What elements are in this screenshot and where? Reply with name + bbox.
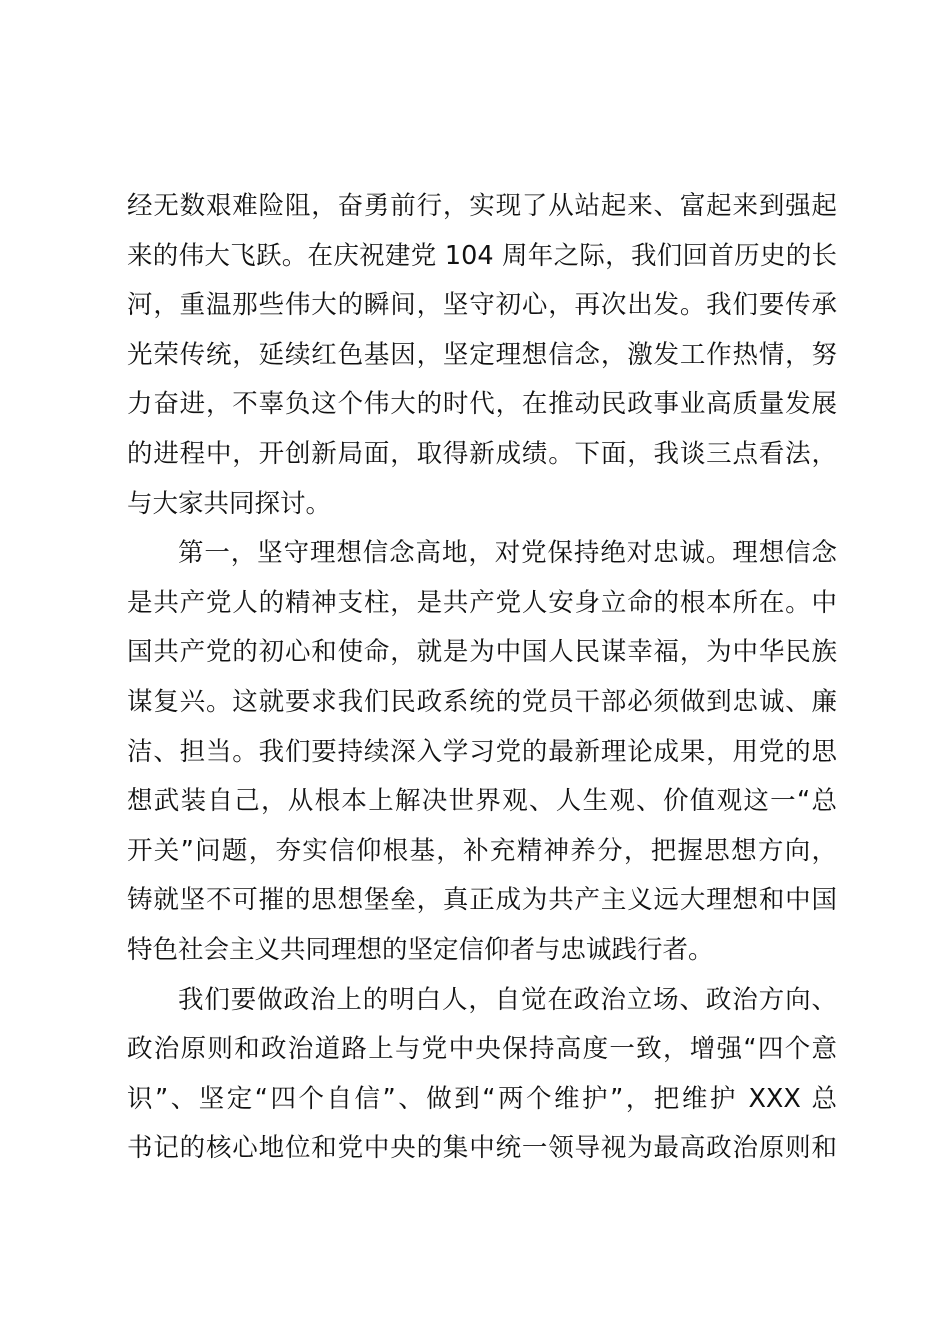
- paragraph-first-line: 第一，坚守理想信念高地，对党保持绝对忠诚。理想信念: [178, 538, 837, 569]
- text-line: 洁、担当。我们要持续深入学习党的最新理论成果，用党的思: [127, 736, 837, 767]
- document-body: [127, 182, 837, 1174]
- text-line: 国共产党的初心和使命，就是为中国人民谋幸福，为中华民族: [127, 637, 837, 668]
- text-line: 是共产党人的精神支柱，是共产党人安身立命的根本所在。中: [127, 587, 837, 618]
- text-line: 经无数艰难险阻，奋勇前行，实现了从站起来、富起来到强起: [127, 191, 837, 221]
- text-line: 书记的核心地位和党中央的集中统一领导视为最高政治原则和: [127, 1133, 837, 1164]
- text-line: 特色社会主义共同理想的坚定信仰者与忠诚践行者。: [127, 934, 714, 965]
- text-line: 想武装自己，从根本上解决世界观、人生观、价值观这一“总: [127, 786, 837, 817]
- text-line: 开关”问题，夯实信仰根基，补充精神养分，把握思想方向，: [127, 835, 837, 866]
- text-line: 河，重温那些伟大的瞬间，坚守初心，再次出发。我们要传承: [127, 290, 837, 321]
- text-line: 识”、坚定“四个自信”、做到“两个维护”，把维护 XXX 总: [127, 1083, 837, 1114]
- text-line: 与大家共同探讨。: [127, 488, 332, 519]
- text-line: 力奋进，不辜负这个伟大的时代，在推动民政事业高质量发展: [127, 389, 837, 420]
- text-line: 谋复兴。这就要求我们民政系统的党员干部必须做到忠诚、廉: [127, 686, 837, 717]
- text-line: 光荣传统，延续红色基因，坚定理想信念，激发工作热情，努: [127, 339, 837, 370]
- text-line: 政治原则和政治道路上与党中央保持高度一致，增强“四个意: [127, 1034, 837, 1065]
- text-line: 的进程中，开创新局面，取得新成绩。下面，我谈三点看法，: [127, 438, 837, 469]
- text-line: 铸就坚不可摧的思想堡垒，真正成为共产主义远大理想和中国: [127, 885, 837, 916]
- paragraph-first-line: 我们要做政治上的明白人，自觉在政治立场、政治方向、: [178, 984, 837, 1015]
- text-line: 来的伟大飞跃。在庆祝建党 104 周年之际，我们回首历史的长: [127, 240, 837, 271]
